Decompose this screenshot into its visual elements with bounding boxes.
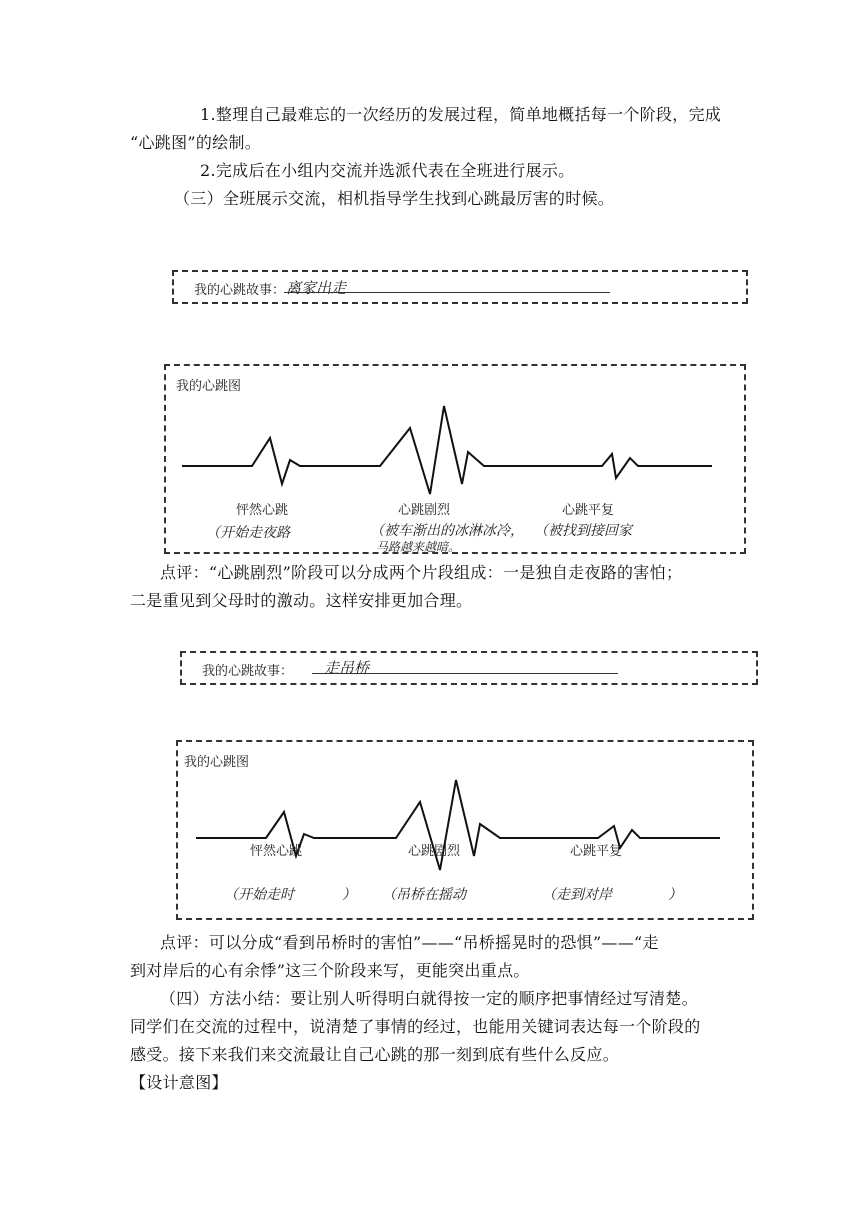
handwritten-note: （走到对岸 [542, 887, 612, 903]
comment-1: 点评：“心跳剧烈”阶段可以分成两个片段组成：一是独自走夜路的害怕； [160, 563, 683, 582]
handwritten-note: （吊桥在摇动 [382, 887, 466, 903]
handwritten-note: ） [668, 887, 682, 903]
story-underline [312, 673, 618, 674]
story-value: 走吊桥 [324, 659, 370, 677]
heartbeat-chart-1 [164, 364, 746, 554]
story-box-2 [180, 651, 758, 685]
story-label: 我的心跳故事： [194, 283, 286, 298]
method-summary-cont: 感受。接下来我们来交流最让自己心跳的那一刻到底有些什么反应。 [130, 1045, 620, 1064]
comment-2: 点评：可以分成“看到吊桥时的害怕”——“吊桥摇晃时的恐惧”——“走 [160, 933, 659, 952]
comment-1-cont: 二是重见到父母时的激动。这样安排更加合理。 [130, 591, 473, 610]
handwritten-note: （被车渐出的冰淋冰冷， [370, 523, 524, 539]
story-box-1 [172, 270, 748, 304]
chart-title: 我的心跳图 [176, 379, 242, 394]
stage-label: 心跳剧烈 [408, 844, 461, 859]
stage-label: 心跳平复 [570, 844, 623, 859]
story-label: 我的心跳故事： [202, 664, 294, 679]
handwritten-note: （被找到接回家 [534, 523, 632, 539]
story-value: 离家出走 [286, 279, 347, 297]
chart-title: 我的心跳图 [184, 755, 250, 770]
method-summary: （四）方法小结：要让别人听得明白就得按一定的顺序把事情经过写清楚。 [160, 989, 698, 1008]
stage-label: 心跳平复 [562, 503, 615, 518]
section-heading: 【设计意图】 [130, 1073, 228, 1092]
method-summary-cont: 同学们在交流的过程中，说清楚了事情的经过，也能用关键词表达每一个阶段的 [130, 1017, 701, 1036]
handwritten-note: （开始走时 [224, 887, 294, 903]
instruction-1-cont: “心跳图”的绘制。 [130, 133, 262, 152]
handwritten-note: ） [342, 887, 356, 903]
stage-label: 怦然心跳 [236, 503, 289, 518]
handwritten-note: （开始走夜路 [206, 525, 290, 541]
heartbeat-chart-2 [176, 740, 754, 920]
comment-2-cont: 到对岸后的心有余悸”这三个阶段来写，更能突出重点。 [130, 961, 530, 980]
handwritten-note: 马路越来越暗。 [376, 540, 461, 554]
step-three: （三）全班展示交流，相机指导学生找到心跳最厉害的时候。 [174, 189, 615, 208]
instruction-1: 1.整理自己最难忘的一次经历的发展过程，简单地概括每一个阶段，完成 [200, 105, 722, 124]
story-underline [284, 292, 610, 293]
stage-label: 怦然心跳 [250, 844, 303, 859]
stage-label: 心跳剧烈 [398, 503, 451, 518]
instruction-2: 2.完成后在小组内交流并选派代表在全班进行展示。 [200, 161, 575, 180]
